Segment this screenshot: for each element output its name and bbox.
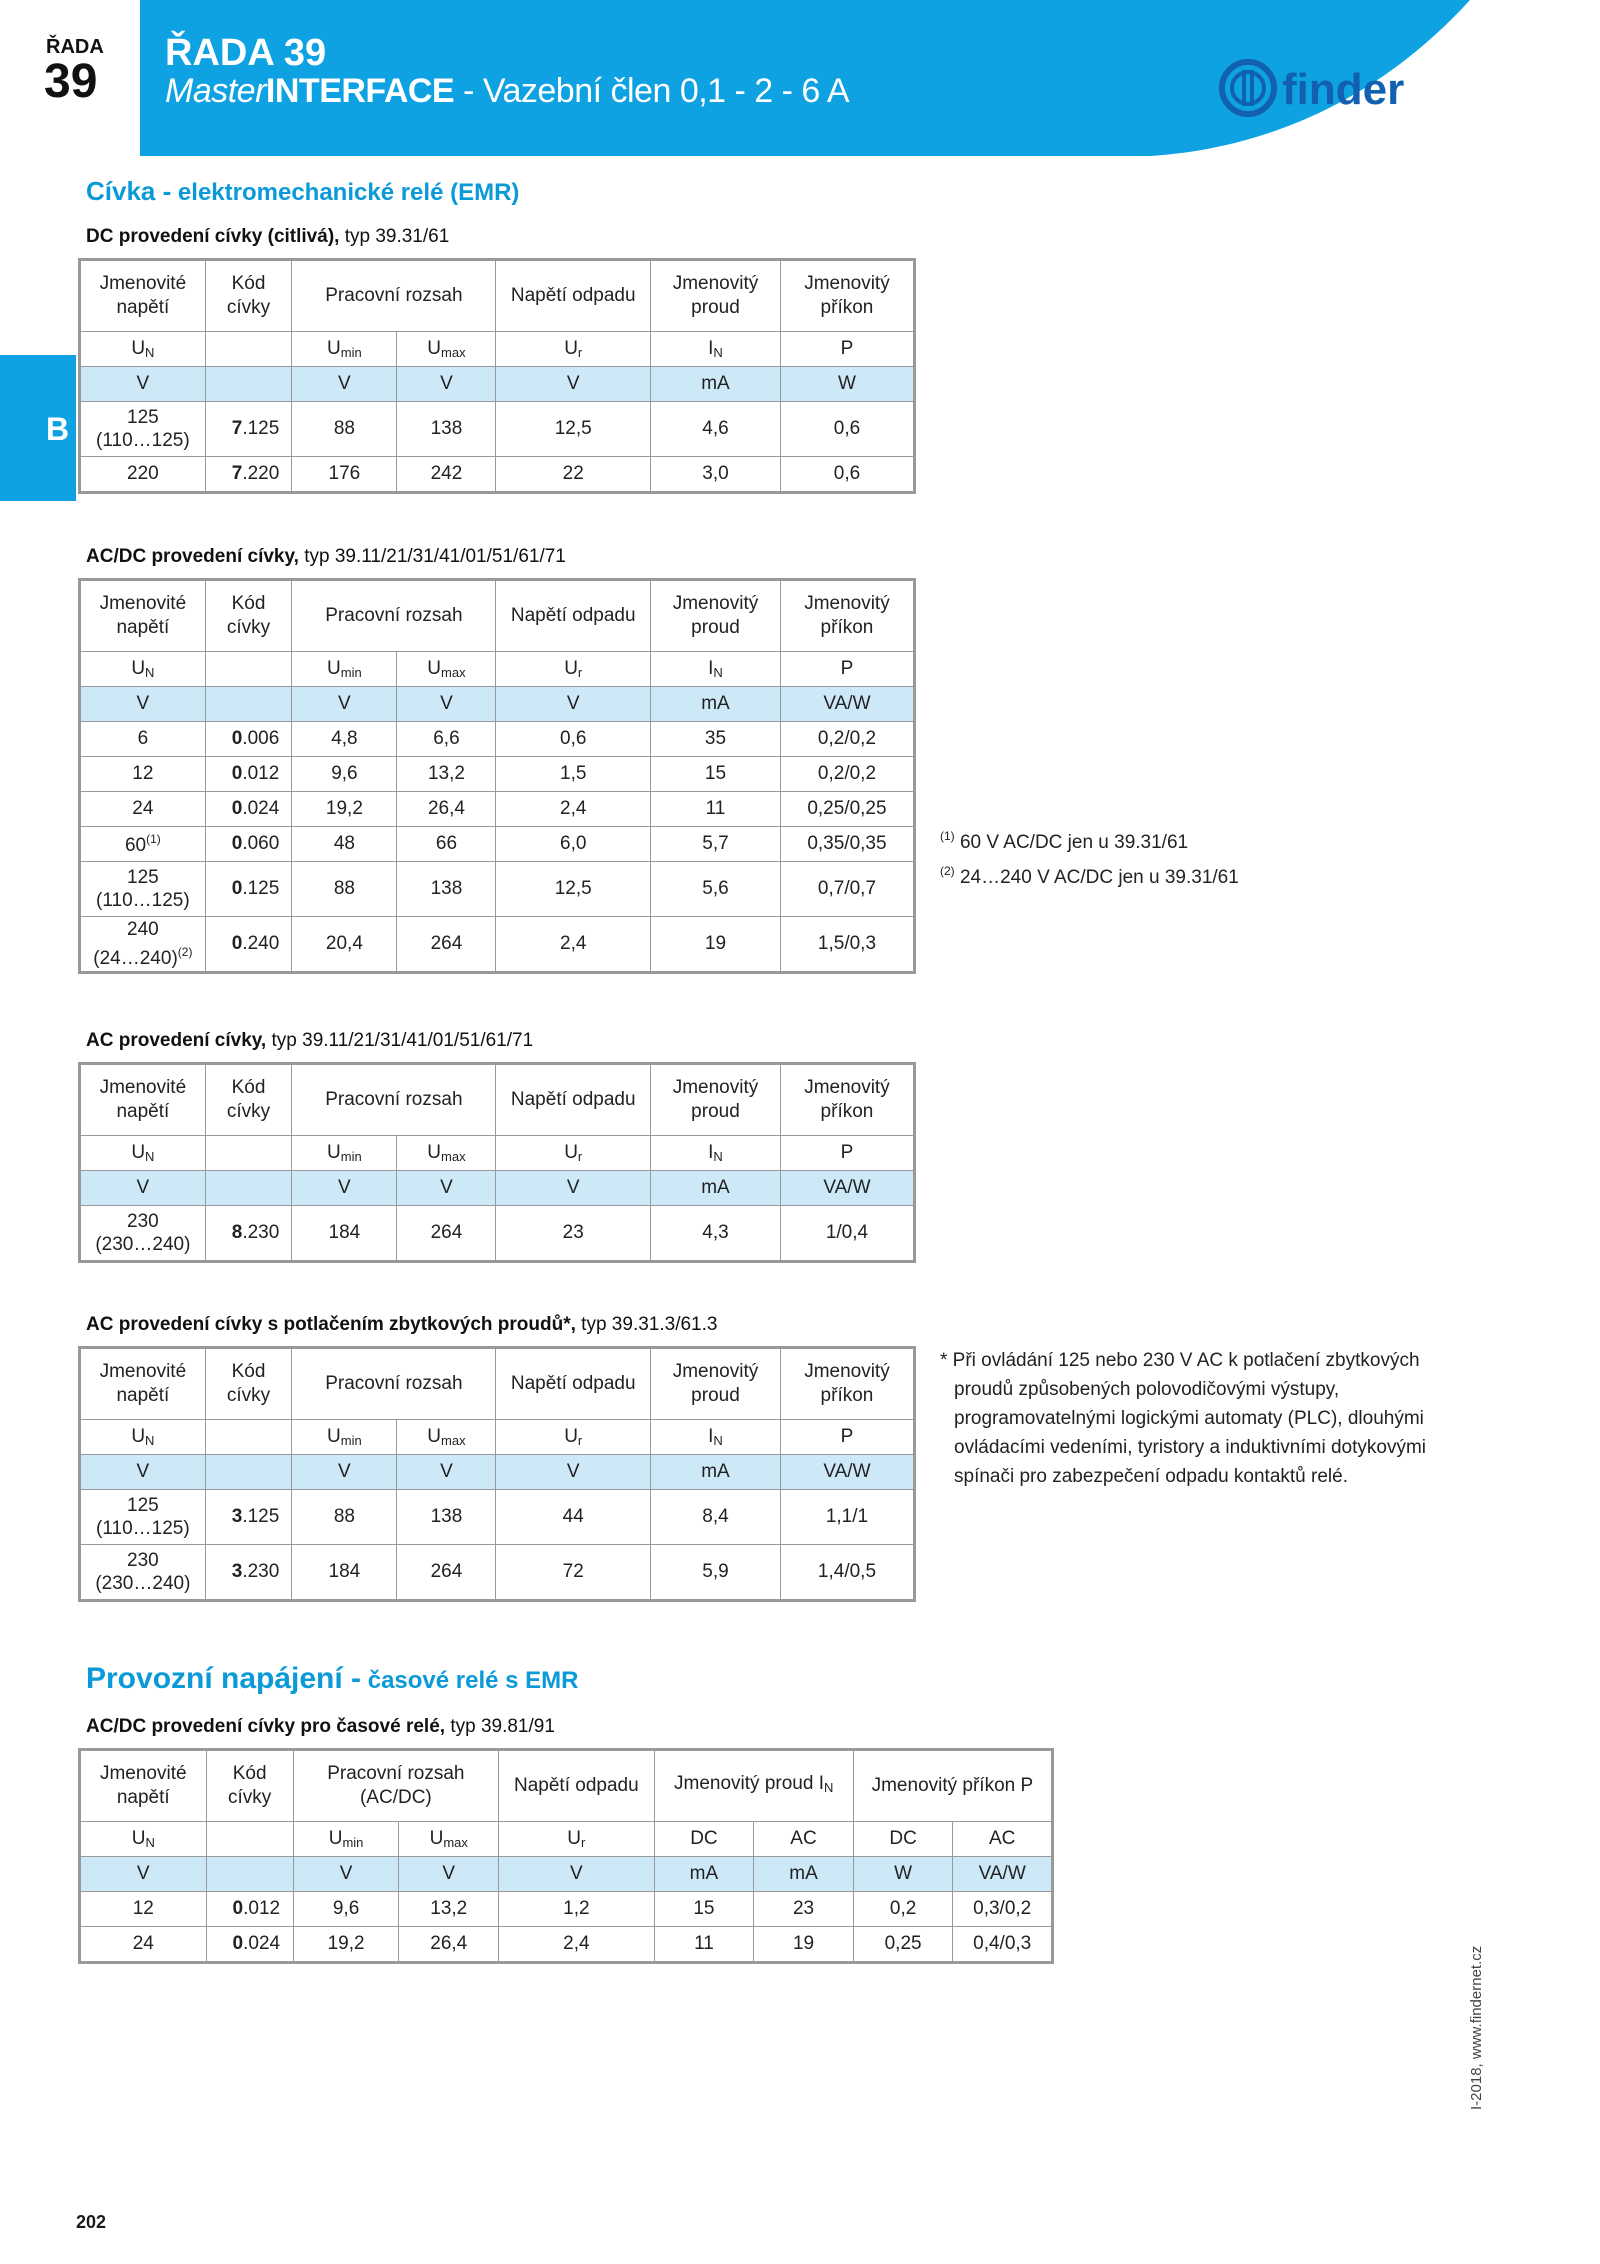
cell-umin: 88: [292, 1490, 397, 1545]
cell-ur: 1,2: [499, 1892, 655, 1927]
cell-un: 125 (110…125): [80, 862, 206, 917]
unit-cell: [206, 1857, 293, 1892]
sym-un: $U_N$: [80, 332, 206, 367]
cell-un: 6: [80, 722, 206, 757]
cell-un: 24: [80, 1927, 207, 1963]
cell-code: 8.230: [205, 1206, 292, 1262]
table-row: [80, 757, 915, 792]
finder-logo: [1218, 58, 1458, 127]
sym-empty: [205, 1420, 292, 1455]
cell-p: 1,4/0,5: [780, 1545, 914, 1601]
table-row: [80, 722, 915, 757]
unit-cell: mA: [651, 1455, 781, 1490]
cell-in: 5,6: [651, 862, 781, 917]
section-tab: B: [0, 355, 76, 501]
unit-cell: mA: [654, 1857, 754, 1892]
sym-p: P: [780, 1420, 914, 1455]
unit-cell: V: [292, 687, 397, 722]
table-row: [80, 457, 915, 493]
table-row: [80, 917, 915, 973]
cell-umin: 19,2: [293, 1927, 399, 1963]
unit-cell: VA/W: [780, 1171, 914, 1206]
sym-in: $I_N$: [651, 652, 781, 687]
cell-ur: 1,5: [496, 757, 651, 792]
section-title-coil: Cívka - elektromechanické relé (EMR): [86, 176, 520, 206]
header-rated-current: Jmenovitý proud: [651, 260, 781, 332]
sym-empty: [205, 652, 292, 687]
header-rated-power: Jmenovitý příkon: [780, 580, 914, 652]
cell-p: 0,2/0,2: [780, 722, 914, 757]
unit-cell: V: [496, 1455, 651, 1490]
unit-cell: V: [292, 367, 397, 402]
cell-code: 0.012: [205, 757, 292, 792]
cell-code: 0.125: [205, 862, 292, 917]
cell-p-ac: 0,4/0,3: [953, 1927, 1053, 1963]
header-coil-code: Kód cívky: [205, 1348, 292, 1420]
cell-un: 230 (230…240): [80, 1206, 206, 1262]
table-acdc-coil: [78, 578, 916, 974]
series-number: 39: [44, 55, 98, 108]
table2-footnotes: [940, 822, 1239, 892]
cell-umin: 184: [292, 1206, 397, 1262]
sym-ur: $U_r$: [496, 332, 651, 367]
cell-in: 15: [651, 757, 781, 792]
cell-code: 0.240: [205, 917, 292, 973]
cell-code: 0.060: [205, 827, 292, 862]
sym-umin: $U_{min}$: [293, 1822, 399, 1857]
sym-umax: $U_{max}$: [397, 1136, 496, 1171]
table-row: [80, 792, 915, 827]
header-coil-code: Kód cívky: [205, 580, 292, 652]
cell-umin: 176: [292, 457, 397, 493]
note-line: proudů způsobených polovodičovými výstupy,: [954, 1379, 1340, 1400]
cell-un: 12: [80, 1892, 207, 1927]
cell-un: 240 (24…240)$^{(2)}$: [80, 917, 206, 973]
table-row: [80, 827, 915, 862]
sym-umax: $U_{max}$: [397, 652, 496, 687]
sym-umin: $U_{min}$: [292, 1136, 397, 1171]
unit-cell: V: [80, 1455, 206, 1490]
unit-cell: mA: [651, 367, 781, 402]
header-nominal-voltage: Jmenovité napětí: [80, 260, 206, 332]
series-label: ŘADA: [46, 36, 104, 58]
cell-umax: 264: [397, 1206, 496, 1262]
cell-umin: 88: [292, 862, 397, 917]
header-coil-code: Kód cívky: [205, 1064, 292, 1136]
unit-cell: V: [499, 1857, 655, 1892]
unit-cell: V: [397, 367, 496, 402]
cell-in: 35: [651, 722, 781, 757]
header-operating-range: Pracovní rozsah: [292, 260, 496, 332]
unit-cell: mA: [754, 1857, 854, 1892]
note-line: spínači pro zabezpečení odpadu kontaktů relé.: [954, 1466, 1348, 1487]
table-dc-coil: [78, 258, 916, 494]
cell-in: 5,9: [651, 1545, 781, 1601]
header-release-voltage: Napětí odpadu: [496, 1348, 651, 1420]
unit-cell: V: [292, 1171, 397, 1206]
sym-umax: $U_{max}$: [397, 332, 496, 367]
header-rated-power: Jmenovitý příkon: [780, 260, 914, 332]
cell-in-dc: 15: [654, 1892, 754, 1927]
section-title-supply: Provozní napájení - časové relé s EMR: [86, 1662, 579, 1695]
header-rated-current: Jmenovitý proud: [651, 1348, 781, 1420]
cell-umin: 9,6: [293, 1892, 399, 1927]
table4-caption: AC provedení cívky s potlačením zbytkových proudů*, typ 39.31.3/61.3: [86, 1314, 718, 1335]
cell-p: 1/0,4: [780, 1206, 914, 1262]
header-nominal-voltage: Jmenovité napětí: [80, 1064, 206, 1136]
cell-umax: 138: [397, 1490, 496, 1545]
header-operating-range: Pracovní rozsah: [292, 1348, 496, 1420]
cell-umax: 26,4: [399, 1927, 499, 1963]
table-timer-coil: [78, 1748, 1054, 1964]
header-rated-power: Jmenovitý příkon P: [853, 1750, 1052, 1822]
cell-ur: 23: [496, 1206, 651, 1262]
cell-un: 125 (110…125): [80, 1490, 206, 1545]
cell-un: 60$^{(1)}$: [80, 827, 206, 862]
cell-p: 0,6: [780, 402, 914, 457]
sym-dc: DC: [853, 1822, 953, 1857]
cell-umin: 48: [292, 827, 397, 862]
page-number: 202: [76, 2212, 107, 2232]
sym-ur: $U_r$: [496, 1136, 651, 1171]
header-release-voltage: Napětí odpadu: [496, 580, 651, 652]
side-footer-text: I-2018, www.findernet.cz: [1468, 1945, 1485, 2110]
sym-dc: DC: [654, 1822, 754, 1857]
cell-ur: 2,4: [496, 917, 651, 973]
cell-p: 1,5/0,3: [780, 917, 914, 973]
header-coil-code: Kód cívky: [206, 1750, 293, 1822]
cell-code: 0.024: [206, 1927, 293, 1963]
cell-umin: 4,8: [292, 722, 397, 757]
cell-umax: 264: [397, 917, 496, 973]
unit-cell: V: [80, 687, 206, 722]
cell-ur: 22: [496, 457, 651, 493]
table5-caption: AC/DC provedení cívky pro časové relé, typ 39.81/91: [86, 1716, 555, 1737]
header-nominal-voltage: Jmenovité napětí: [80, 1750, 207, 1822]
table-row: [80, 1545, 915, 1601]
table-row: [80, 862, 915, 917]
sym-in: $I_N$: [651, 1136, 781, 1171]
header-coil-code: Kód cívky: [205, 260, 292, 332]
page-subtitle: MasterINTERFACE - Vazební člen 0,1 - 2 - 6 A: [165, 72, 850, 110]
unit-cell: V: [399, 1857, 499, 1892]
cell-umax: 66: [397, 827, 496, 862]
cell-ur: 72: [496, 1545, 651, 1601]
sym-ur: $U_r$: [496, 652, 651, 687]
cell-in: 3,0: [651, 457, 781, 493]
footnote-2: $^{(2)}$ 24…240 V AC/DC jen u 39.31/61: [940, 864, 1239, 888]
cell-un: 220: [80, 457, 206, 493]
cell-un: 24: [80, 792, 206, 827]
cell-ur: 44: [496, 1490, 651, 1545]
unit-cell: V: [397, 687, 496, 722]
header-rated-power: Jmenovitý příkon: [780, 1348, 914, 1420]
unit-cell: mA: [651, 687, 781, 722]
cell-umin: 88: [292, 402, 397, 457]
unit-cell: V: [80, 367, 206, 402]
sym-p: P: [780, 652, 914, 687]
cell-p-dc: 0,25: [853, 1927, 953, 1963]
sym-umin: $U_{min}$: [292, 652, 397, 687]
note-line: * Při ovládání 125 nebo 230 V AC k potlačení zbytkových: [940, 1350, 1420, 1371]
unit-cell: VA/W: [780, 687, 914, 722]
unit-cell: [205, 1171, 292, 1206]
sym-un: $U_N$: [80, 1822, 207, 1857]
cell-code: 7.125: [205, 402, 292, 457]
unit-cell: V: [80, 1171, 206, 1206]
sym-un: $U_N$: [80, 652, 206, 687]
cell-ur: 2,4: [496, 792, 651, 827]
cell-in: 4,6: [651, 402, 781, 457]
sym-empty: [205, 332, 292, 367]
unit-cell: V: [496, 1171, 651, 1206]
table-row: [80, 1927, 1053, 1963]
cell-umin: 20,4: [292, 917, 397, 973]
header-rated-power: Jmenovitý příkon: [780, 1064, 914, 1136]
table-row: [80, 402, 915, 457]
table-ac-coil-suppression: [78, 1346, 916, 1602]
cell-p: 0,2/0,2: [780, 757, 914, 792]
sym-p: P: [780, 332, 914, 367]
svg-text:finder: finder: [1282, 65, 1405, 114]
unit-cell: VA/W: [780, 1455, 914, 1490]
cell-p: 0,35/0,35: [780, 827, 914, 862]
unit-cell: V: [293, 1857, 399, 1892]
sym-in: $I_N$: [651, 332, 781, 367]
header-nominal-voltage: Jmenovité napětí: [80, 1348, 206, 1420]
cell-in: 4,3: [651, 1206, 781, 1262]
cell-umax: 13,2: [397, 757, 496, 792]
cell-umin: 184: [292, 1545, 397, 1601]
note-line: programovatelnými logickými automaty (PLC), dlouhými: [954, 1408, 1424, 1429]
cell-p-ac: 0,3/0,2: [953, 1892, 1053, 1927]
header-rated-current: Jmenovitý proud: [651, 1064, 781, 1136]
header-rated-current: Jmenovitý proud $I_N$: [654, 1750, 853, 1822]
sym-p: P: [780, 1136, 914, 1171]
cell-in: 8,4: [651, 1490, 781, 1545]
cell-umax: 242: [397, 457, 496, 493]
cell-p: 0,25/0,25: [780, 792, 914, 827]
header-operating-range: Pracovní rozsah: [292, 1064, 496, 1136]
table2-caption: AC/DC provedení cívky, typ 39.11/21/31/41/01/51/61/71: [86, 546, 566, 567]
cell-in-ac: 19: [754, 1927, 854, 1963]
cell-ur: 12,5: [496, 402, 651, 457]
finder-logo-icon: [1218, 58, 1458, 122]
cell-umax: 13,2: [399, 1892, 499, 1927]
unit-cell: W: [853, 1857, 953, 1892]
unit-cell: W: [780, 367, 914, 402]
unit-cell: V: [496, 367, 651, 402]
unit-cell: mA: [651, 1171, 781, 1206]
cell-ur: 0,6: [496, 722, 651, 757]
cell-ur: 6,0: [496, 827, 651, 862]
cell-umax: 6,6: [397, 722, 496, 757]
cell-ur: 12,5: [496, 862, 651, 917]
unit-cell: [205, 367, 292, 402]
cell-un: 230 (230…240): [80, 1545, 206, 1601]
sym-un: $U_N$: [80, 1136, 206, 1171]
unit-cell: V: [397, 1171, 496, 1206]
cell-in-dc: 11: [654, 1927, 754, 1963]
sym-un: $U_N$: [80, 1420, 206, 1455]
header-operating-range: Pracovní rozsah (AC/DC): [293, 1750, 498, 1822]
unit-cell: V: [80, 1857, 207, 1892]
page-title: ŘADA 39: [165, 32, 327, 74]
cell-umin: 9,6: [292, 757, 397, 792]
sym-umax: $U_{max}$: [399, 1822, 499, 1857]
cell-p: 0,6: [780, 457, 914, 493]
cell-umax: 138: [397, 402, 496, 457]
footnote-1: $^{(1)}$ 60 V AC/DC jen u 39.31/61: [940, 829, 1189, 853]
table-row: [80, 1206, 915, 1262]
cell-code: 7.220: [205, 457, 292, 493]
cell-umax: 138: [397, 862, 496, 917]
table-ac-coil: [78, 1062, 916, 1263]
unit-cell: [205, 1455, 292, 1490]
cell-code: 0.006: [205, 722, 292, 757]
table4-note: [940, 1346, 1426, 1491]
cell-p: 0,7/0,7: [780, 862, 914, 917]
sym-empty: [206, 1822, 293, 1857]
table3-caption: AC provedení cívky, typ 39.11/21/31/41/01/51/61/71: [86, 1030, 534, 1051]
unit-cell: V: [292, 1455, 397, 1490]
cell-code: 0.012: [206, 1892, 293, 1927]
cell-in-ac: 23: [754, 1892, 854, 1927]
unit-cell: [205, 687, 292, 722]
unit-cell: V: [397, 1455, 496, 1490]
header-rated-current: Jmenovitý proud: [651, 580, 781, 652]
header-release-voltage: Napětí odpadu: [499, 1750, 655, 1822]
header-nominal-voltage: Jmenovité napětí: [80, 580, 206, 652]
cell-un: 12: [80, 757, 206, 792]
sym-umax: $U_{max}$: [397, 1420, 496, 1455]
unit-cell: V: [496, 687, 651, 722]
unit-cell: VA/W: [953, 1857, 1053, 1892]
sym-umin: $U_{min}$: [292, 1420, 397, 1455]
cell-umin: 19,2: [292, 792, 397, 827]
header-release-voltage: Napětí odpadu: [496, 1064, 651, 1136]
sym-ac: AC: [953, 1822, 1053, 1857]
cell-code: 3.125: [205, 1490, 292, 1545]
sym-ur: $U_r$: [496, 1420, 651, 1455]
header-release-voltage: Napětí odpadu: [496, 260, 651, 332]
cell-umax: 26,4: [397, 792, 496, 827]
cell-in: 19: [651, 917, 781, 973]
cell-un: 125 (110…125): [80, 402, 206, 457]
sym-empty: [205, 1136, 292, 1171]
cell-code: 3.230: [205, 1545, 292, 1601]
sym-ur: $U_r$: [499, 1822, 655, 1857]
note-line: ovládacími vedeními, tyristory a induktivními dotykovými: [954, 1437, 1426, 1458]
cell-in: 5,7: [651, 827, 781, 862]
cell-p-dc: 0,2: [853, 1892, 953, 1927]
sym-umin: $U_{min}$: [292, 332, 397, 367]
cell-ur: 2,4: [499, 1927, 655, 1963]
cell-code: 0.024: [205, 792, 292, 827]
sym-in: $I_N$: [651, 1420, 781, 1455]
header-operating-range: Pracovní rozsah: [292, 580, 496, 652]
cell-p: 1,1/1: [780, 1490, 914, 1545]
sym-ac: AC: [754, 1822, 854, 1857]
cell-umax: 264: [397, 1545, 496, 1601]
table1-caption: DC provedení cívky (citlivá), typ 39.31/61: [86, 226, 450, 247]
table-row: [80, 1490, 915, 1545]
table-row: [80, 1892, 1053, 1927]
cell-in: 11: [651, 792, 781, 827]
